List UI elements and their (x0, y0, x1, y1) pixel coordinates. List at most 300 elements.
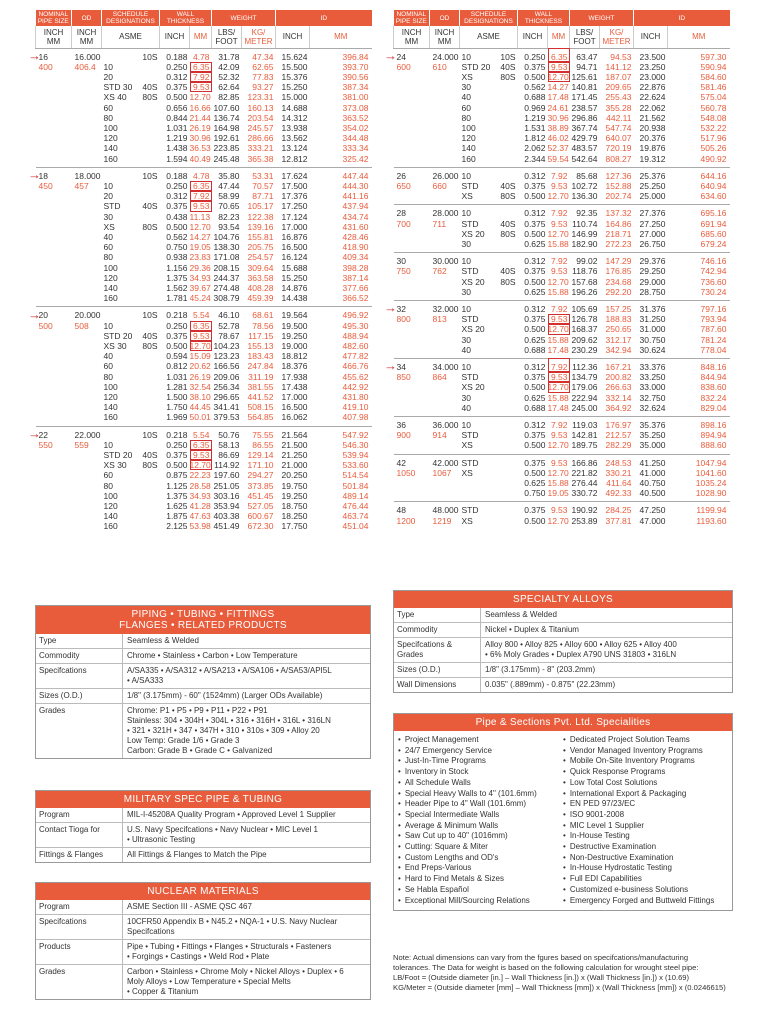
wall-inch: 0.625 (524, 238, 546, 249)
wall-mm: 15.88 (547, 286, 569, 297)
id-mm: 377.66 (342, 282, 369, 293)
value-line: ASME Section III - ASME QSC 467 (127, 902, 252, 911)
nominal-size: 22 (38, 429, 48, 440)
table-row (394, 133, 730, 143)
table-row (36, 440, 372, 450)
outside-diameter: 864 (432, 372, 447, 383)
id-mm: 685.60 (700, 228, 727, 239)
weight-lbs-foot: 58.13 (218, 439, 240, 450)
specialities-list-right (563, 735, 728, 906)
nominal-size: 26 (396, 170, 406, 181)
weight-kg-meter: 333.21 (247, 143, 274, 154)
id-inch: 33.376 (639, 361, 666, 372)
table-row (36, 232, 372, 242)
id-mm: 431.80 (342, 392, 369, 402)
speciality-item: • In-House Hydrostatic Testing (563, 863, 728, 874)
wall-mm: 7.92 (550, 420, 568, 430)
nominal-size (394, 488, 430, 502)
panel-row (36, 964, 370, 999)
id-mm: 333.34 (342, 143, 369, 154)
table-row (36, 283, 372, 293)
value-line: 10CFR50 Appendix B • N45.2 • NQA-1 • U.S. Navy Nuclear (127, 917, 338, 926)
nominal-size (36, 470, 72, 480)
weight-lbs-foot: 451.49 (213, 521, 240, 532)
weight-lbs-foot: 50.76 (218, 429, 240, 440)
weight-lbs-foot: 367.74 (571, 122, 598, 133)
row-label: Wall Dimensions (394, 678, 481, 692)
speciality-item: • Vendor Managed Inventory Programs (563, 746, 728, 757)
schedule-designation: 10 (461, 208, 471, 219)
nominal-size (36, 402, 72, 412)
value-line: • A/SA333 (127, 676, 164, 685)
military-panel (35, 790, 371, 863)
table-row (36, 426, 372, 440)
outside-diameter: 660 (432, 180, 447, 191)
outside-diameter (72, 201, 102, 211)
pipe-group (394, 48, 730, 167)
id-mm: 644.16 (700, 170, 727, 181)
wall-inch: 0.625 (524, 286, 546, 297)
value-line: Stainless: 304 • 304H • 304L • 316 • 316H • 316L • 316LN (127, 716, 331, 725)
outside-diameter (430, 143, 460, 153)
sub-mm: MM (190, 26, 212, 48)
weight-kg-meter: 266.63 (605, 382, 632, 393)
weight-lbs-foot: 94.71 (576, 61, 598, 72)
row-value (481, 663, 732, 677)
wall-inch: 0.250 (524, 51, 546, 62)
pipe-group (394, 454, 730, 502)
wall-mm: 14.27 (189, 231, 211, 242)
id-mm: 396.84 (342, 51, 369, 62)
outside-diameter (72, 341, 102, 351)
weight-lbs-foot: 157.68 (571, 276, 598, 287)
weight-kg-meter: 508.15 (247, 402, 274, 413)
id-inch: 19.876 (639, 143, 666, 154)
schedule-designation: 140 (103, 282, 118, 293)
outside-diameter (72, 501, 102, 511)
id-mm: 533.60 (342, 460, 369, 471)
table-row (36, 123, 372, 133)
schedule-designation: 60 (103, 242, 113, 253)
wall-mm: 7.92 (190, 191, 212, 201)
id-mm: 848.16 (700, 361, 727, 372)
table-row (36, 382, 372, 392)
weight-kg-meter: 155.13 (247, 340, 274, 351)
schedule-designation: 140 (103, 402, 118, 413)
outside-diameter: 18.000 (74, 170, 101, 181)
table-row (36, 201, 372, 211)
table-row (36, 521, 372, 534)
wall-mm: 20.62 (189, 361, 211, 372)
id-inch: 23.000 (639, 71, 666, 82)
table-row (36, 321, 372, 331)
id-mm: 888.60 (700, 440, 727, 451)
table-row (36, 501, 372, 511)
panel-row (36, 663, 370, 688)
schedule-designation: 80 (103, 252, 113, 263)
col-wall: WALL THICKNESS (160, 10, 212, 26)
outside-diameter (430, 103, 460, 113)
id-mm: 640.94 (700, 180, 727, 191)
nominal-size (36, 450, 72, 460)
weight-lbs-foot: 330.72 (571, 488, 598, 499)
nominal-size: 600 (396, 61, 411, 72)
weight-kg-meter: 187.07 (605, 71, 632, 82)
arrow-icon: → (28, 426, 41, 442)
sub-inch: INCH (518, 26, 548, 48)
id-inch: 17.000 (281, 221, 308, 232)
id-inch: 20.938 (639, 122, 666, 133)
outside-diameter: 42.000 (432, 457, 459, 468)
id-inch: 15.250 (281, 272, 308, 283)
id-inch: 41.000 (639, 467, 666, 478)
id-inch: 16.500 (281, 402, 308, 413)
weight-lbs-foot: 58.99 (218, 191, 240, 202)
outside-diameter (72, 242, 102, 252)
weight-lbs-foot: 70.65 (218, 201, 240, 212)
wall-mm: 7.92 (550, 170, 568, 181)
table-row (394, 468, 730, 478)
wall-inch: 0.500 (166, 221, 188, 232)
weight-lbs-foot: 114.92 (214, 460, 240, 471)
nominal-size: 1200 (396, 515, 416, 526)
wall-inch: 1.156 (166, 262, 188, 273)
schedule-designation: 10 (461, 361, 471, 372)
weight-lbs-foot: 276.44 (571, 478, 598, 489)
id-mm: 514.54 (342, 470, 369, 481)
col-id: ID (276, 10, 372, 26)
wall-inch: 0.375 (524, 505, 546, 516)
schedule-designation: 100 (103, 490, 118, 501)
id-inch: 23.500 (639, 51, 666, 62)
wall-inch: 1.500 (166, 392, 188, 402)
outside-diameter (72, 222, 102, 232)
wall-inch: 0.312 (166, 71, 188, 82)
speciality-item: • End Preps-Various (398, 863, 563, 874)
schedule-designation (102, 307, 160, 321)
nominal-size: 18 (38, 170, 48, 181)
value-line: 1/8" (3.175mm) - 8" (203.2mm) (485, 665, 596, 674)
schedule-designation: 10 (461, 170, 471, 181)
nominal-size (36, 331, 72, 341)
id-inch: 13.562 (281, 133, 308, 144)
row-value (123, 704, 370, 758)
id-inch: 30.750 (639, 334, 666, 345)
id-mm: 787.60 (700, 324, 727, 335)
wall-mm: 26.19 (189, 371, 211, 382)
speciality-item: • Mobile On-Site Inventory Programs (563, 756, 728, 767)
wall-mm: 12.70 (189, 460, 211, 471)
pipe-group (394, 253, 730, 301)
nuclear-panel (35, 882, 371, 1000)
wall-inch: 0.250 (166, 180, 188, 191)
id-mm: 829.04 (700, 402, 727, 413)
asme-s-schedule: 40S (500, 218, 516, 229)
weight-lbs-foot: 192.61 (213, 133, 240, 144)
weight-kg-meter: 94.53 (610, 51, 632, 62)
pipe-table-left (35, 10, 372, 535)
id-inch: 14.688 (281, 102, 308, 113)
table-row (36, 341, 372, 351)
weight-lbs-foot: 142.81 (571, 430, 598, 441)
weight-lbs-foot: 82.23 (218, 211, 240, 222)
id-mm: 407.98 (342, 412, 369, 423)
schedule-designation: 120 (103, 392, 118, 402)
schedule-designation: STD 30 40S (103, 82, 158, 93)
weight-lbs-foot: 166.86 (571, 457, 598, 468)
table-row (394, 516, 730, 529)
pipe-group (36, 307, 372, 426)
weight-kg-meter: 311.19 (248, 371, 274, 382)
nominal-size (394, 324, 430, 334)
weight-lbs-foot: 256.34 (213, 381, 240, 392)
id-mm: 778.04 (700, 344, 727, 355)
speciality-item: • International Export & Packaging (563, 789, 728, 800)
asme-s-schedule: 80S (500, 276, 516, 287)
id-mm: 797.16 (700, 303, 727, 314)
schedule-designation: 100 (461, 122, 476, 133)
nominal-size (36, 273, 72, 283)
wall-inch: 0.688 (524, 402, 546, 413)
id-mm: 546.30 (342, 439, 369, 450)
row-value (123, 634, 370, 648)
id-inch: 30.624 (639, 344, 666, 355)
table-row (394, 287, 730, 301)
wall-inch: 0.500 (166, 92, 188, 103)
weight-lbs-foot: 107.60 (213, 102, 240, 113)
id-inch: 12.812 (281, 153, 308, 164)
wall-inch: 0.594 (166, 351, 188, 362)
value-line: Seamless & Welded (485, 610, 557, 619)
outside-diameter (72, 402, 102, 412)
nominal-size (36, 201, 72, 211)
weight-kg-meter: 68.61 (252, 310, 274, 321)
table-row (394, 277, 730, 287)
wall-inch: 0.938 (166, 252, 188, 263)
schedule-designation (460, 478, 518, 488)
weight-kg-meter: 202.74 (605, 191, 632, 202)
wall-mm: 12.70 (189, 92, 211, 103)
wall-inch: 0.500 (524, 515, 546, 526)
schedule-designation: XS (461, 515, 473, 526)
weight-lbs-foot: 253.89 (571, 515, 598, 526)
schedule-designation: XS 80S (461, 191, 516, 202)
schedule-designation: STD 20 40S (103, 450, 158, 461)
weight-lbs-foot: 52.32 (218, 71, 240, 82)
value-line: • 321 • 321H • 347 • 347H • 310 • 310s • 309 • Alloy 20 (127, 726, 320, 735)
speciality-item: • Inventory in Stock (398, 767, 563, 778)
wall-mm: 14.27 (547, 82, 569, 93)
weight-kg-meter: 363.58 (247, 272, 274, 283)
row-label: Fittings & Flanges (36, 848, 123, 862)
row-label: Grades (36, 965, 123, 999)
note-line: Note: Actual dimensions can vary from the fgures based on specifcations/manufacturing (393, 953, 689, 962)
col-weight: WEIGHT (212, 10, 276, 26)
wall-inch: 1.812 (524, 133, 546, 144)
outside-diameter (72, 232, 102, 242)
schedule-designation (102, 48, 160, 62)
table-row (36, 263, 372, 273)
id-inch: 32.750 (639, 392, 666, 403)
schedule-designation: XS 20 80S (461, 276, 516, 287)
wall-mm: 9.53 (550, 266, 568, 277)
weight-kg-meter: 672.30 (247, 521, 274, 532)
asme-s-schedule: 80S (142, 221, 158, 232)
wall-mm: 5.54 (192, 429, 210, 440)
outside-diameter: 762 (432, 266, 447, 277)
wall-mm: 12.70 (547, 324, 569, 335)
weight-lbs-foot: 138.30 (213, 242, 240, 253)
wall-mm: 29.36 (189, 262, 211, 273)
id-inch: 21.562 (639, 112, 666, 123)
outside-diameter (430, 82, 460, 92)
row-label: Sizes (O.D.) (394, 663, 481, 677)
schedule-designation: 100 (103, 122, 118, 133)
outside-diameter: 559 (74, 439, 89, 450)
table-row (394, 382, 730, 392)
weight-kg-meter: 200.82 (605, 372, 632, 383)
wall-inch: 0.375 (166, 201, 188, 212)
outside-diameter: 26.000 (432, 170, 459, 181)
id-inch: 16.124 (281, 252, 308, 263)
nominal-size (36, 133, 72, 143)
outside-diameter (430, 123, 460, 133)
schedule-designation: STD (461, 505, 479, 516)
panel-row (36, 914, 370, 939)
speciality-item: • 24/7 Emergency Service (398, 746, 563, 757)
row-value (123, 940, 370, 964)
table-row (394, 82, 730, 92)
outside-diameter (430, 382, 460, 392)
value-line: 0.035" (.889mm) - 0.875" (22.23mm) (485, 680, 616, 689)
wall-inch: 0.562 (524, 82, 546, 93)
outside-diameter: 610 (432, 61, 447, 72)
id-inch: 17.624 (281, 170, 308, 181)
col-schedule: SCHEDULE DESIGNATIONS (460, 10, 518, 26)
wall-mm: 6.35 (190, 321, 212, 331)
id-mm: 373.08 (342, 102, 369, 113)
id-inch: 25.376 (639, 170, 666, 181)
pipe-group (394, 167, 730, 205)
row-value (123, 808, 370, 822)
schedule-designation: XS 80S (461, 71, 516, 82)
id-inch: 18.812 (281, 351, 308, 362)
nominal-size (394, 335, 430, 345)
weight-kg-meter: 365.38 (247, 153, 274, 164)
weight-lbs-foot: 221.82 (571, 467, 598, 478)
wall-inch: 0.500 (524, 276, 546, 287)
sub-mm: MM (310, 26, 372, 48)
outside-diameter: 457 (74, 180, 89, 191)
value-line: Chrome: P1 • P5 • P9 • P11 • P22 • P91 (127, 706, 268, 715)
wall-inch: 1.781 (166, 293, 188, 304)
weight-lbs-foot: 182.90 (571, 238, 598, 249)
speciality-item: • Cutting: Square & Miter (398, 842, 563, 853)
id-mm: 390.56 (342, 71, 369, 82)
schedule-designation: 120 (103, 501, 118, 512)
nominal-size: 450 (38, 180, 53, 191)
nominal-size: 32 (396, 303, 406, 314)
schedule-designation: XS 80S (103, 221, 158, 232)
id-inch: 19.000 (281, 340, 308, 351)
id-inch: 19.250 (281, 490, 308, 501)
asme-s-schedule: 40S (142, 82, 158, 93)
wall-inch: 0.844 (166, 112, 188, 123)
nominal-size (394, 229, 430, 239)
outside-diameter (430, 92, 460, 102)
wall-mm: 9.53 (548, 62, 570, 72)
schedule-designation: XS 20 (461, 382, 485, 393)
outside-diameter (430, 488, 460, 502)
wall-mm: 5.54 (192, 310, 210, 321)
speciality-item: • Saw Cut up to 40" (1016mm) (398, 831, 563, 842)
schedule-designation: 80 (103, 371, 113, 382)
pipe-group (36, 48, 372, 167)
asme-s-schedule: 40S (142, 450, 158, 461)
schedule-designation: XS 40 80S (103, 92, 158, 103)
wall-inch: 0.375 (524, 314, 546, 325)
id-inch: 18.250 (281, 511, 308, 522)
wall-mm: 12.70 (547, 467, 569, 478)
nominal-size: 36 (396, 420, 406, 430)
schedule-designation: 160 (103, 412, 118, 423)
wall-mm: 21.44 (189, 112, 211, 123)
nominal-size (394, 239, 430, 253)
nominal-size (36, 212, 72, 222)
nominal-size (36, 72, 72, 82)
weight-kg-meter: 70.57 (252, 180, 274, 191)
sub-inch-mm: INCH MM (430, 26, 460, 48)
nominal-size (36, 460, 72, 470)
weight-lbs-foot: 353.94 (213, 501, 240, 512)
schedule-designation: STD 40S (103, 201, 158, 212)
outside-diameter: 813 (432, 314, 447, 325)
weight-kg-meter: 171.10 (247, 460, 274, 471)
table-row (394, 372, 730, 382)
wall-mm: 4.78 (192, 170, 210, 181)
outside-diameter (430, 403, 460, 417)
weight-kg-meter: 364.92 (605, 402, 632, 413)
wall-mm: 6.35 (190, 181, 212, 191)
table-row (394, 154, 730, 168)
table-row (394, 191, 730, 205)
outside-diameter (430, 229, 460, 239)
nominal-size: 34 (396, 361, 406, 372)
weight-lbs-foot: 274.48 (213, 282, 240, 293)
schedule-designation: XS (461, 467, 473, 478)
weight-lbs-foot: 379.53 (213, 412, 240, 423)
wall-mm: 12.70 (547, 440, 569, 451)
id-inch: 19.564 (281, 310, 308, 321)
wall-mm: 17.48 (547, 92, 569, 103)
nominal-size (394, 403, 430, 417)
weight-kg-meter: 245.57 (247, 122, 274, 133)
table-row (394, 205, 730, 219)
id-inch: 15.624 (281, 51, 308, 62)
id-inch: 19.250 (281, 330, 308, 341)
id-inch: 31.250 (639, 314, 666, 325)
nominal-size: 1050 (396, 467, 416, 478)
id-mm: 575.04 (700, 92, 727, 103)
id-inch: 22.876 (639, 82, 666, 93)
outside-diameter: 1219 (432, 515, 452, 526)
schedule-designation: 140 (103, 143, 118, 154)
table-row (394, 430, 730, 440)
schedule-designation: XS 30 80S (103, 340, 158, 351)
nominal-size (394, 154, 430, 168)
table-row (36, 392, 372, 402)
row-value (123, 915, 370, 939)
